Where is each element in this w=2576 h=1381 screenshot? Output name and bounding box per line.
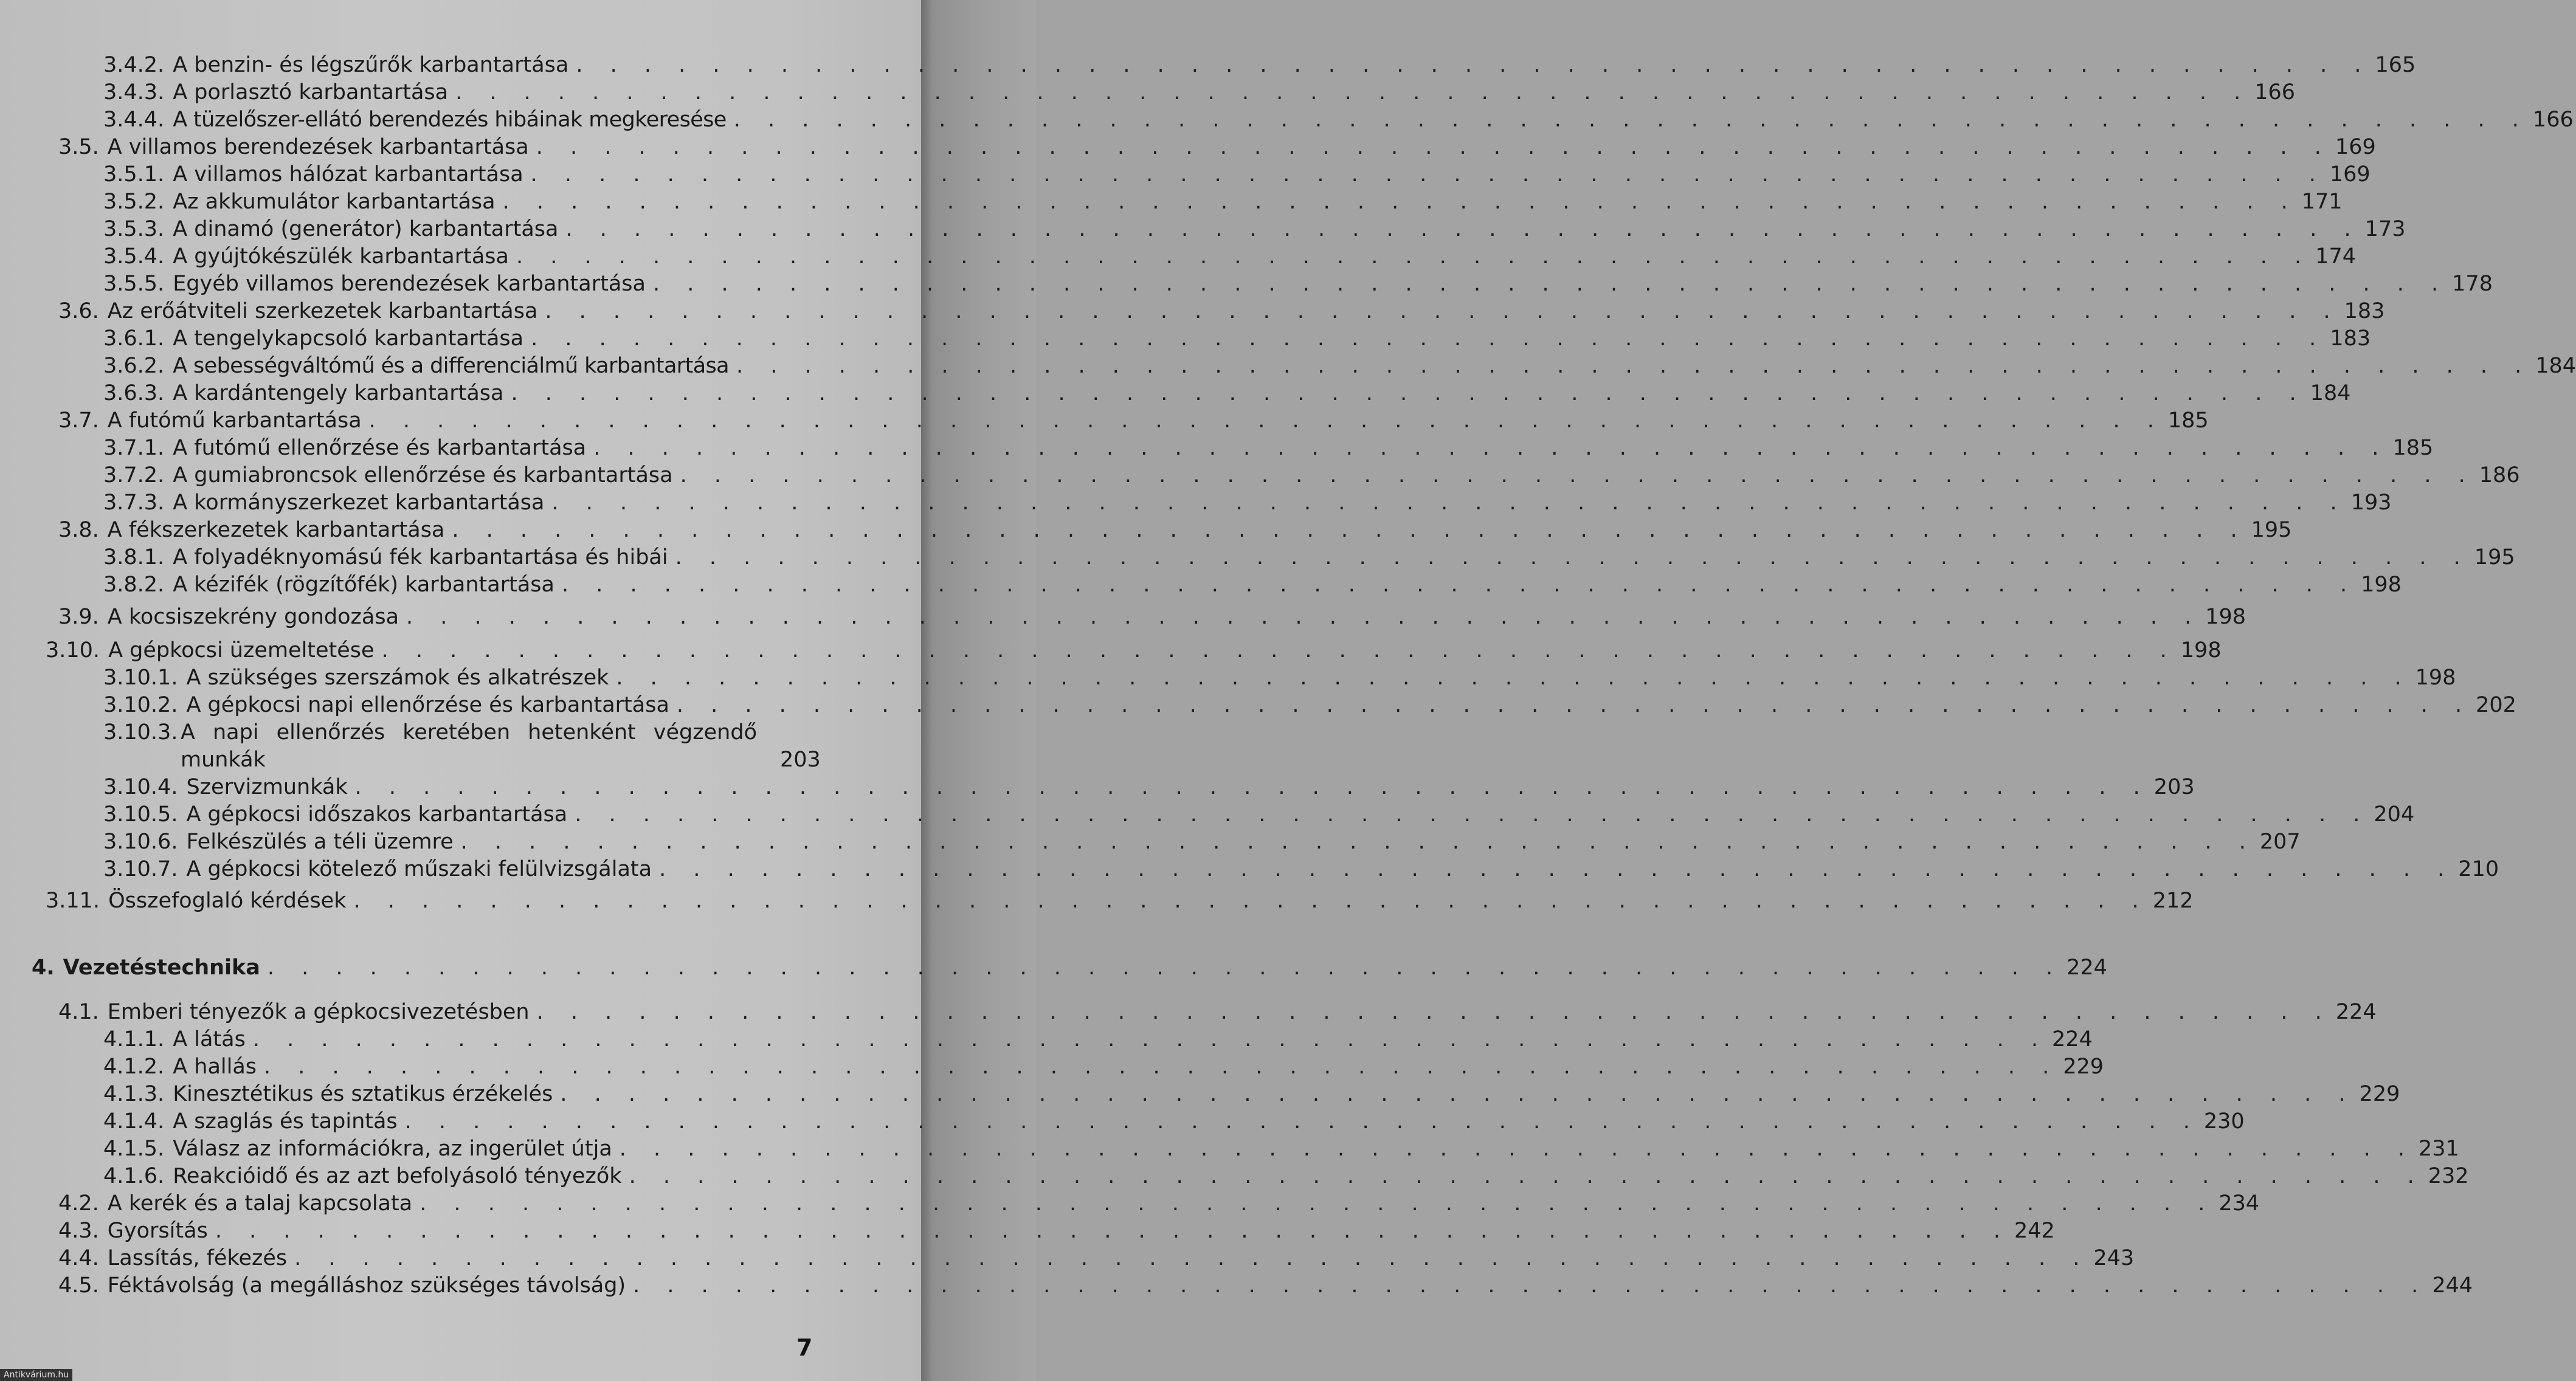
dot-leader: . . . . . . . . . . . . . . . . . . . . . . . . . . . . . . . . . . . . . . . . . . . . . . . . . . . . . xyxy=(264,1055,2060,1079)
entry-title: Egyéb villamos berendezések karbantartása xyxy=(173,272,646,296)
section-title: Összefoglaló kérdések xyxy=(108,889,347,913)
dot-leader: . . . . . . . . . . . . . . . . . . . . . . . . . . . . . . . . . . . . . . . . . . . . . . . . . . . . . xyxy=(294,1246,2090,1270)
toc-entry xyxy=(103,1108,2245,1135)
section-number: 3.8. xyxy=(58,518,99,542)
entry-page: 165 xyxy=(2375,53,2416,77)
entry-page: 202 xyxy=(2476,693,2516,717)
entry-title: Az akkumulátor karbantartása xyxy=(173,190,496,214)
entry-page: 185 xyxy=(2392,436,2434,460)
entry-number: 3.8.1. xyxy=(103,545,165,570)
dot-leader: . . . . . . . . . . . . . . . . . . . . . . . . . . . . . . . . . . . . . . . . . . . . . . . . . . . . . xyxy=(629,1164,2425,1188)
entry-number: 3.7.1. xyxy=(103,436,165,460)
entry-number: 3.5.2. xyxy=(103,190,165,214)
toc-entry xyxy=(103,270,2493,297)
toc-chapter xyxy=(32,954,2107,981)
entry-number: 3.5.5. xyxy=(103,272,165,296)
entry-page: 166 xyxy=(2254,80,2296,105)
dot-leader: . . . . . . . . . . . . . . . . . . . . . . . . . . . . . . . . . . . . . . . . . . . . . . . . . . . . . xyxy=(531,326,2327,351)
entry-title: A sebességváltómű és a differenciálmű karbantartása xyxy=(173,354,730,378)
section-title: Gyorsítás xyxy=(107,1219,208,1243)
toc-entry xyxy=(103,216,2406,243)
section-number: 3.7. xyxy=(58,408,99,433)
dot-leader: . . . . . . . . . . . . . . . . . . . . . . . . . . . . . . . . . . . . . . . . . . . . . . . . . . . . . xyxy=(733,108,2529,132)
dot-leader: . . . . . . . . . . . . . . . . . . . . . . . . . . . . . . . . . . . . . . . . . . . . . . . . . . . . . xyxy=(561,573,2358,597)
toc-section xyxy=(58,1245,2135,1272)
dot-leader: . . . . . . . . . . . . . . . . . . . . . . . . . . . . . . . . . . . . . . . . . . . . . . . . . . . . . xyxy=(551,491,2347,515)
dot-leader: . . . . . . . . . . . . . . . . . . . . . . . . . . . . . . . . . . . . . . . . . . . . . . . . . . . . . xyxy=(368,408,2164,433)
entry-page: 204 xyxy=(2374,802,2415,827)
entry-page: 183 xyxy=(2330,326,2371,351)
entry-number: 4.1.4. xyxy=(103,1109,165,1134)
entry-title: A látás xyxy=(173,1027,246,1052)
entry-title: A gépkocsi időszakos karbantartása xyxy=(186,802,568,827)
toc-section xyxy=(58,298,2385,325)
entry-page: 178 xyxy=(2452,272,2493,296)
entry-page: 224 xyxy=(2335,1000,2377,1024)
entry-number: 3.10.4. xyxy=(103,775,178,799)
entry-page: 184 xyxy=(2310,381,2351,405)
section-number: 4.2. xyxy=(58,1191,99,1216)
entry-title: A folyadéknyomású fék karbantartása és hibái xyxy=(173,545,668,570)
toc-section xyxy=(58,517,2292,543)
entry-page: 198 xyxy=(2415,666,2456,690)
entry-number: 3.10.6. xyxy=(103,830,178,854)
entry-title: A dinamó (generátor) karbantartása xyxy=(173,217,559,241)
entry-page: 173 xyxy=(2364,217,2406,241)
page-number: 7 xyxy=(796,1334,813,1361)
dot-leader: . . . . . . . . . . . . . . . . . . . . . . . . . . . . . . . . . . . . . . . . . . . . . . . . . . . . . xyxy=(575,802,2371,827)
toc-section xyxy=(58,134,2376,160)
entry-title: Szervizmunkák xyxy=(186,775,348,799)
toc-entry xyxy=(103,353,2576,379)
dot-leader: . . . . . . . . . . . . . . . . . . . . . . . . . . . . . . . . . . . . . . . . . . . . . . . . . . . . . xyxy=(452,518,2248,542)
dot-leader: . . . . . . . . . . . . . . . . . . . . . . . . . . . . . . . . . . . . . . . . . . . . . . . . . . . . . xyxy=(252,1027,2049,1052)
section-title: A kocsiszekrény gondozása xyxy=(107,605,399,629)
entry-number: 4.1.5. xyxy=(103,1137,165,1161)
entry-number: 3.6.2. xyxy=(103,354,165,378)
dot-leader: . . . . . . . . . . . . . . . . . . . . . . . . . . . . . . . . . . . . . . . . . . . . . . . . . . . . . xyxy=(616,666,2412,690)
entry-page: 234 xyxy=(2219,1191,2260,1216)
entry-page: 244 xyxy=(2432,1273,2473,1298)
entry-title-line-2: munkák xyxy=(181,748,266,772)
entry-title: Válasz az információkra, az ingerület útja xyxy=(173,1137,612,1161)
entry-page: 184 xyxy=(2535,354,2576,378)
entry-page: 166 xyxy=(2532,108,2574,132)
entry-page: 212 xyxy=(2152,889,2194,913)
entry-title-line-1: A napi ellenőrzés keretében hetenként végzendő xyxy=(181,720,757,745)
entry-page: 224 xyxy=(2067,956,2107,980)
entry-title: Reakcióidő és az azt befolyásoló tényezők xyxy=(173,1164,622,1188)
toc-entry xyxy=(103,1135,2459,1162)
dot-leader: . . . . . . . . . . . . . . . . . . . . . . . . . . . . . . . . . . . . . . . . . . . . . . . . . . . . . xyxy=(511,381,2307,405)
entry-number: 3.5.1. xyxy=(103,162,165,187)
dot-leader: . . . . . . . . . . . . . . . . . . . . . . . . . . . . . . . . . . . . . . . . . . . . . . . . . . . . . xyxy=(675,545,2471,570)
dot-leader: . . . . . . . . . . . . . . . . . . . . . . . . . . . . . . . . . . . . . . . . . . . . . . . . . . . . . xyxy=(455,80,2251,105)
entry-title: Felkészülés a téli üzemre xyxy=(186,830,454,854)
dot-leader: . . . . . . . . . . . . . . . . . . . . . . . . . . . . . . . . . . . . . . . . . . . . . . . . . . . . . xyxy=(381,638,2177,663)
section-number: 3.5. xyxy=(58,135,99,159)
entry-page: 174 xyxy=(2315,244,2356,269)
entry-number: 3.6.1. xyxy=(103,326,165,351)
entry-number: 4.1.3. xyxy=(103,1082,165,1106)
toc-entry xyxy=(103,856,2499,883)
section-number: 3.9. xyxy=(58,605,99,629)
dot-leader: . . . . . . . . . . . . . . . . . . . . . . . . . . . . . . . . . . . . . . . . . . . . . . . . . . . . . xyxy=(652,272,2449,296)
entry-page: 171 xyxy=(2301,190,2343,214)
dot-leader: . . . . . . . . . . . . . . . . . . . . . . . . . . . . . . . . . . . . . . . . . . . . . . . . . . . . . xyxy=(659,857,2455,881)
dot-leader: . . . . . . . . . . . . . . . . . . . . . . . . . . . . . . . . . . . . . . . . . . . . . . . . . . . . . xyxy=(420,1191,2215,1216)
toc-entry xyxy=(103,571,2402,598)
chapter-number: 4. xyxy=(32,956,55,980)
section-number: 4.1. xyxy=(58,1000,99,1024)
entry-page: 198 xyxy=(2205,605,2246,629)
watermark: Antikvárium.hu xyxy=(0,1369,72,1381)
toc-entry xyxy=(103,828,2301,855)
toc-entry xyxy=(103,380,2351,407)
entry-page: 210 xyxy=(2458,857,2499,881)
entry-title: A kézifék (rögzítőfék) karbantartása xyxy=(173,573,554,597)
toc-entry xyxy=(103,435,2434,461)
toc-section xyxy=(46,637,2222,664)
section-title: Lassítás, fékezés xyxy=(107,1246,288,1270)
dot-leader: . . . . . . . . . . . . . . . . . . . . . . . . . . . . . . . . . . . . . . . . . . . . . . . . . . . . . xyxy=(576,53,2372,77)
entry-title: A gyújtókészülék karbantartása xyxy=(173,244,509,269)
toc-section xyxy=(58,1190,2260,1217)
toc-entry xyxy=(103,692,2516,718)
entry-number: 3.10.2. xyxy=(103,693,178,717)
toc-entry xyxy=(103,544,2515,571)
section-number: 3.6. xyxy=(58,299,99,323)
dot-leader: . . . . . . . . . . . . . . . . . . . . . . . . . . . . . . . . . . . . . . . . . . . . . . . . . . . . . xyxy=(676,693,2473,717)
toc-entry xyxy=(103,79,2296,106)
entry-page: 229 xyxy=(2359,1082,2400,1106)
entry-number: 4.1.2. xyxy=(103,1055,165,1079)
section-title: A futómű karbantartása xyxy=(107,408,362,433)
entry-number: 3.10.5. xyxy=(103,802,178,827)
entry-number: 3.5.4. xyxy=(103,244,165,269)
toc-entry xyxy=(103,106,2574,133)
entry-page: 169 xyxy=(2335,135,2376,159)
dot-leader: . . . . . . . . . . . . . . . . . . . . . . . . . . . . . . . . . . . . . . . . . . . . . . . . . . . . . xyxy=(404,1109,2200,1134)
entry-number: 3.4.3. xyxy=(103,80,165,105)
entry-page: 193 xyxy=(2350,491,2392,515)
entry-page: 229 xyxy=(2063,1055,2104,1079)
entry-page: 230 xyxy=(2203,1109,2245,1134)
entry-page: 183 xyxy=(2344,299,2385,323)
section-number: 4.4. xyxy=(58,1246,99,1270)
toc-entry xyxy=(103,1163,2469,1190)
entry-number: 3.4.4. xyxy=(103,108,165,132)
dot-leader: . . . . . . . . . . . . . . . . . . . . . . . . . . . . . . . . . . . . . . . . . . . . . . . . . . . . . xyxy=(619,1137,2415,1161)
entry-number: 3.10.3. xyxy=(103,720,178,745)
dot-leader: . . . . . . . . . . . . . . . . . . . . . . . . . . . . . . . . . . . . . . . . . . . . . . . . . . . . . xyxy=(545,299,2341,323)
section-title: A gépkocsi üzemeltetése xyxy=(108,638,375,663)
toc-section xyxy=(46,887,2194,914)
section-title: Emberi tényezők a gépkocsivezetésben xyxy=(107,1000,530,1024)
entry-page: 198 xyxy=(2180,638,2222,663)
toc-entry xyxy=(103,462,2520,489)
toc-section xyxy=(58,1272,2473,1299)
entry-page: 243 xyxy=(2093,1246,2135,1270)
entry-page: 203 xyxy=(780,748,821,772)
entry-page: 231 xyxy=(2418,1137,2459,1161)
dot-leader: . . . . . . . . . . . . . . . . . . . . . . . . . . . . . . . . . . . . . . . . . . . . . . . . . . . . . xyxy=(502,190,2298,214)
entry-title: A gumiabroncsok ellenőrzése és karbantartása xyxy=(173,463,673,487)
entry-number: 3.4.2. xyxy=(103,53,165,77)
section-number: 4.5. xyxy=(58,1273,99,1298)
dot-leader: . . . . . . . . . . . . . . . . . . . . . . . . . . . . . . . . . . . . . . . . . . . . . . . . . . . . . xyxy=(680,463,2476,487)
section-title: A kerék és a talaj kapcsolata xyxy=(107,1191,413,1216)
toc-entry xyxy=(103,489,2392,516)
entry-title: A gépkocsi napi ellenőrzése és karbantartása xyxy=(186,693,669,717)
entry-number: 3.10.1. xyxy=(103,666,178,690)
entry-page: 203 xyxy=(2153,775,2195,799)
toc-section xyxy=(58,1217,2055,1244)
dot-leader: . . . . . . . . . . . . . . . . . . . . . . . . . . . . . . . . . . . . . . . . . . . . . . . . . . . . . xyxy=(215,1219,2011,1243)
toc-entry xyxy=(103,188,2343,215)
toc-section xyxy=(58,999,2377,1025)
dot-leader: . . . . . . . . . . . . . . . . . . . . . . . . . . . . . . . . . . . . . . . . . . . . . . . . . . . . . xyxy=(353,889,2149,913)
entry-title: A szükséges szerszámok és alkatrészek xyxy=(186,666,609,690)
dot-leader: . . . . . . . . . . . . . . . . . . . . . . . . . . . . . . . . . . . . . . . . . . . . . . . . . . . . . xyxy=(593,436,2389,460)
entry-title: A gépkocsi kötelező műszaki felülvizsgálata xyxy=(186,857,652,881)
toc-entry xyxy=(103,325,2371,352)
dot-leader: . . . . . . . . . . . . . . . . . . . . . . . . . . . . . . . . . . . . . . . . . . . . . . . . . . . . . xyxy=(516,244,2312,269)
entry-title: A szaglás és tapintás xyxy=(173,1109,398,1134)
entry-title: Kinesztétikus és sztatikus érzékelés xyxy=(173,1082,553,1106)
section-title: Az erőátviteli szerkezetek karbantartása xyxy=(107,299,538,323)
entry-title: A tüzelőszer-ellátó berendezés hibáinak megkeresése xyxy=(173,108,727,132)
entry-page: 224 xyxy=(2052,1027,2093,1052)
toc-section xyxy=(58,407,2209,434)
dot-leader: . . . . . . . . . . . . . . . . . . . . . . . . . . . . . . . . . . . . . . . . . . . . . . . . . . . . . xyxy=(267,956,2063,980)
toc-entry xyxy=(103,52,2416,78)
entry-number: 3.8.2. xyxy=(103,573,165,597)
entry-page: 185 xyxy=(2167,408,2209,433)
entry-page: 195 xyxy=(2251,518,2292,542)
entry-title: A hallás xyxy=(173,1055,257,1079)
toc-entry-continuation xyxy=(181,746,821,773)
toc-entry xyxy=(103,1053,2104,1080)
entry-page: 242 xyxy=(2014,1219,2055,1243)
entry-number: 3.6.3. xyxy=(103,381,165,405)
toc-entry xyxy=(103,664,2456,691)
dot-leader: . . . . . . . . . . . . . . . . . . . . . . . . . . . . . . . . . . . . . . . . . . . . . . . . . . . . . xyxy=(565,217,2361,241)
entry-number: 3.5.3. xyxy=(103,217,165,241)
section-title: Féktávolság (a megálláshoz szükséges távolság) xyxy=(107,1273,626,1298)
section-number: 3.11. xyxy=(46,889,100,913)
dot-leader: . . . . . . . . . . . . . . . . . . . . . . . . . . . . . . . . . . . . . . . . . . . . . . . . . . . . . xyxy=(536,135,2332,159)
entry-number: 4.1.6. xyxy=(103,1164,165,1188)
entry-number: 4.1.1. xyxy=(103,1027,165,1052)
entry-title: A porlasztó karbantartása xyxy=(173,80,449,105)
section-number: 3.10. xyxy=(46,638,100,663)
toc-section xyxy=(58,604,2246,630)
chapter-title: Vezetéstechnika xyxy=(63,956,260,980)
dot-leader: . . . . . . . . . . . . . . . . . . . . . . . . . . . . . . . . . . . . . . . . . . . . . . . . . . . . . xyxy=(354,775,2150,799)
entry-page: 198 xyxy=(2361,573,2402,597)
dot-leader: . . . . . . . . . . . . . . . . . . . . . . . . . . . . . . . . . . . . . . . . . . . . . . . . . . . . . xyxy=(406,605,2202,629)
toc-entry xyxy=(103,243,2356,270)
entry-page: 186 xyxy=(2479,463,2520,487)
toc-entry xyxy=(103,1081,2400,1107)
entry-page: 195 xyxy=(2474,545,2515,570)
dot-leader: . . . . . . . . . . . . . . . . . . . . . . . . . . . . . . . . . . . . . . . . . . . . . . . . . . . . . xyxy=(460,830,2256,854)
entry-title: A tengelykapcsoló karbantartása xyxy=(173,326,524,351)
entry-number: 3.7.3. xyxy=(103,491,165,515)
entry-page: 232 xyxy=(2428,1164,2469,1188)
entry-title: A benzin- és légszűrők karbantartása xyxy=(173,53,569,77)
section-number: 4.3. xyxy=(58,1219,99,1243)
dot-leader: . . . . . . . . . . . . . . . . . . . . . . . . . . . . . . . . . . . . . . . . . . . . . . . . . . . . . xyxy=(736,354,2532,378)
dot-leader: . . . . . . . . . . . . . . . . . . . . . . . . . . . . . . . . . . . . . . . . . . . . . . . . . . . . . xyxy=(560,1082,2356,1106)
entry-number: 3.7.2. xyxy=(103,463,165,487)
entry-title: A villamos hálózat karbantartása xyxy=(173,162,523,187)
section-title: A villamos berendezések karbantartása xyxy=(107,135,529,159)
entry-page: 169 xyxy=(2329,162,2371,187)
entry-page: 207 xyxy=(2259,830,2301,854)
dot-leader: . . . . . . . . . . . . . . . . . . . . . . . . . . . . . . . . . . . . . . . . . . . . . . . . . . . . . xyxy=(633,1273,2429,1298)
entry-title: A futómű ellenőrzése és karbantartása xyxy=(173,436,587,460)
entry-number: 3.10.7. xyxy=(103,857,178,881)
toc-entry xyxy=(103,1026,2093,1053)
toc-entry xyxy=(103,161,2371,188)
entry-title: A kormányszerkezet karbantartása xyxy=(173,491,545,515)
entry-title: A kardántengely karbantartása xyxy=(173,381,504,405)
dot-leader: . . . . . . . . . . . . . . . . . . . . . . . . . . . . . . . . . . . . . . . . . . . . . . . . . . . . . xyxy=(530,162,2326,187)
dot-leader: . . . . . . . . . . . . . . . . . . . . . . . . . . . . . . . . . . . . . . . . . . . . . . . . . . . . . xyxy=(536,1000,2332,1024)
toc-entry xyxy=(103,801,2415,828)
toc-entry xyxy=(103,774,2195,801)
section-title: A fékszerkezetek karbantartása xyxy=(107,518,445,542)
